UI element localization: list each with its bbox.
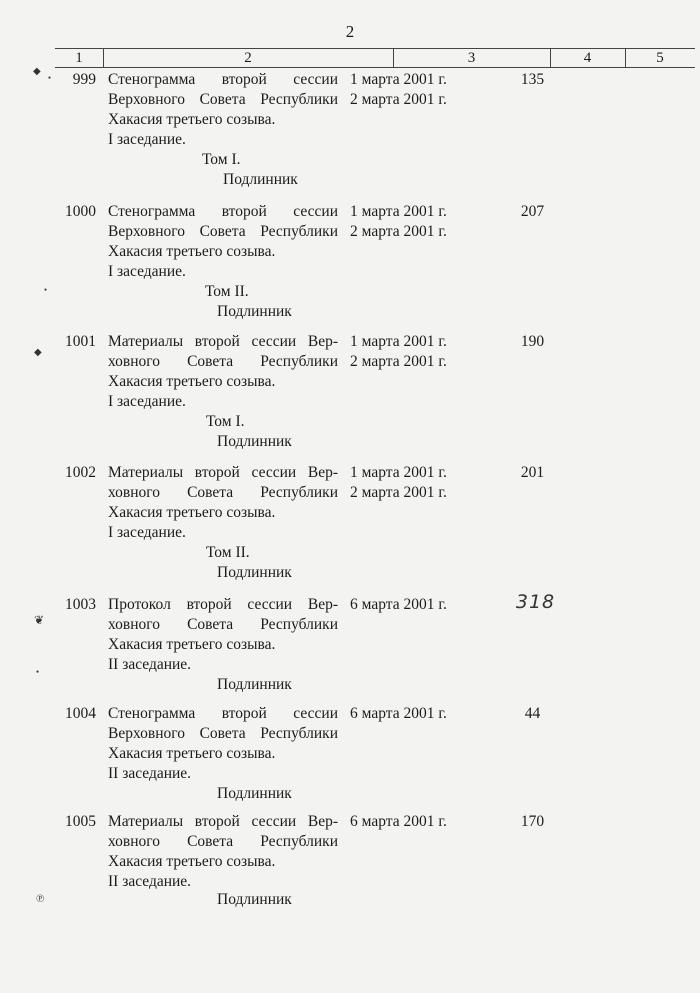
title-line: Хакасия третьего созыва. bbox=[108, 504, 276, 521]
title-line: ховного Совета Республики bbox=[108, 616, 338, 633]
sheet-count-handwritten: 318 bbox=[515, 591, 556, 613]
original-label: Подлинник bbox=[217, 891, 292, 908]
record-number: 1003 bbox=[65, 596, 96, 613]
original-label: Подлинник bbox=[217, 676, 292, 693]
sheet-count: 201 bbox=[520, 464, 545, 481]
record-title bbox=[108, 595, 338, 695]
title-line: Хакасия третьего созыва. bbox=[108, 636, 276, 653]
title-line: Стенограмма второй сессии bbox=[108, 71, 338, 88]
record-title bbox=[108, 332, 338, 452]
title-line: Хакасия третьего созыва. bbox=[108, 745, 276, 762]
record-dates bbox=[350, 70, 480, 110]
date-line: 2 марта 2001 г. bbox=[350, 91, 447, 108]
title-line: Хакасия третьего созыва. bbox=[108, 373, 276, 390]
scan-speck: ◆ bbox=[33, 66, 41, 77]
original-label: Подлинник bbox=[217, 433, 292, 450]
title-line: Верховного Совета Республики bbox=[108, 91, 338, 108]
sheet-count: 207 bbox=[520, 203, 545, 220]
original-label: Подлинник bbox=[217, 303, 292, 320]
scan-speck: ℗ bbox=[36, 893, 45, 905]
title-line: Стенограмма второй сессии bbox=[108, 705, 338, 722]
date-line: 6 марта 2001 г. bbox=[350, 705, 447, 722]
record-dates bbox=[350, 202, 480, 242]
date-line: 1 марта 2001 г. bbox=[350, 203, 447, 220]
record-title bbox=[108, 70, 338, 190]
record-number: 1000 bbox=[65, 203, 96, 220]
date-line: 2 марта 2001 г. bbox=[350, 223, 447, 240]
scan-speck: ● bbox=[44, 288, 48, 293]
record-dates bbox=[350, 704, 480, 724]
title-line: ховного Совета Республики bbox=[108, 484, 338, 501]
original-label: Подлинник bbox=[217, 785, 292, 802]
date-line: 1 марта 2001 г. bbox=[350, 464, 447, 481]
record-number: 1005 bbox=[65, 813, 96, 830]
title-line: Верховного Совета Республики bbox=[108, 725, 338, 742]
header-col-5: 5 bbox=[656, 50, 664, 66]
date-line: 2 марта 2001 г. bbox=[350, 484, 447, 501]
record-number: 1002 bbox=[65, 464, 96, 481]
page-number: 2 bbox=[345, 22, 355, 41]
title-line: I заседание. bbox=[108, 263, 186, 280]
header-col-1: 1 bbox=[75, 50, 83, 66]
scan-speck: ● bbox=[48, 76, 52, 81]
sheet-count: 170 bbox=[520, 813, 545, 830]
scan-speck: ◆ bbox=[34, 347, 42, 358]
title-line: I заседание. bbox=[108, 131, 186, 148]
sheet-count: 135 bbox=[520, 71, 545, 88]
title-line: Материалы второй сессии Вер- bbox=[108, 813, 338, 830]
title-line: Материалы второй сессии Вер- bbox=[108, 333, 338, 350]
record-dates bbox=[350, 463, 480, 503]
scan-speck: ❦ bbox=[34, 613, 45, 627]
title-line: Протокол второй сессии Вер- bbox=[108, 596, 338, 613]
title-line: ховного Совета Республики bbox=[108, 833, 338, 850]
title-line: Хакасия третьего созыва. bbox=[108, 111, 276, 128]
original-label: Подлинник bbox=[217, 564, 292, 581]
title-line: Хакасия третьего созыва. bbox=[108, 853, 276, 870]
record-number: 1004 bbox=[65, 705, 96, 722]
title-line: II заседание. bbox=[108, 656, 192, 673]
title-line: Верховного Совета Республики bbox=[108, 223, 338, 240]
record-title bbox=[108, 812, 338, 910]
date-line: 6 марта 2001 г. bbox=[350, 813, 447, 830]
title-line: I заседание. bbox=[108, 393, 186, 410]
title-line: I заседание. bbox=[108, 524, 186, 541]
date-line: 1 марта 2001 г. bbox=[350, 333, 447, 350]
record-title bbox=[108, 463, 338, 583]
volume-label: Том I. bbox=[206, 413, 245, 430]
volume-label: Том II. bbox=[206, 544, 250, 561]
sheet-count: 190 bbox=[520, 333, 545, 350]
date-line: 6 марта 2001 г. bbox=[350, 596, 447, 613]
record-number: 999 bbox=[72, 71, 96, 88]
title-line: Хакасия третьего созыва. bbox=[108, 243, 276, 260]
record-dates bbox=[350, 332, 480, 372]
record-title bbox=[108, 202, 338, 322]
sheet-count: 44 bbox=[524, 705, 541, 722]
title-line: II заседание. bbox=[108, 765, 192, 782]
title-line: II заседание. bbox=[108, 873, 192, 890]
title-line: Материалы второй сессии Вер- bbox=[108, 464, 338, 481]
scan-speck: ● bbox=[36, 670, 40, 675]
header-col-2: 2 bbox=[244, 50, 252, 66]
record-number: 1001 bbox=[65, 333, 96, 350]
date-line: 2 марта 2001 г. bbox=[350, 353, 447, 370]
record-dates bbox=[350, 595, 480, 615]
volume-label: Том II. bbox=[205, 283, 249, 300]
title-line: Стенограмма второй сессии bbox=[108, 203, 338, 220]
original-label: Подлинник bbox=[223, 171, 298, 188]
record-title bbox=[108, 704, 338, 804]
volume-label: Том I. bbox=[202, 151, 241, 168]
record-dates bbox=[350, 812, 480, 832]
header-col-4: 4 bbox=[583, 50, 592, 66]
table-header bbox=[55, 48, 695, 68]
title-line: ховного Совета Республики bbox=[108, 353, 338, 370]
header-col-3: 3 bbox=[467, 50, 476, 66]
date-line: 1 марта 2001 г. bbox=[350, 71, 447, 88]
